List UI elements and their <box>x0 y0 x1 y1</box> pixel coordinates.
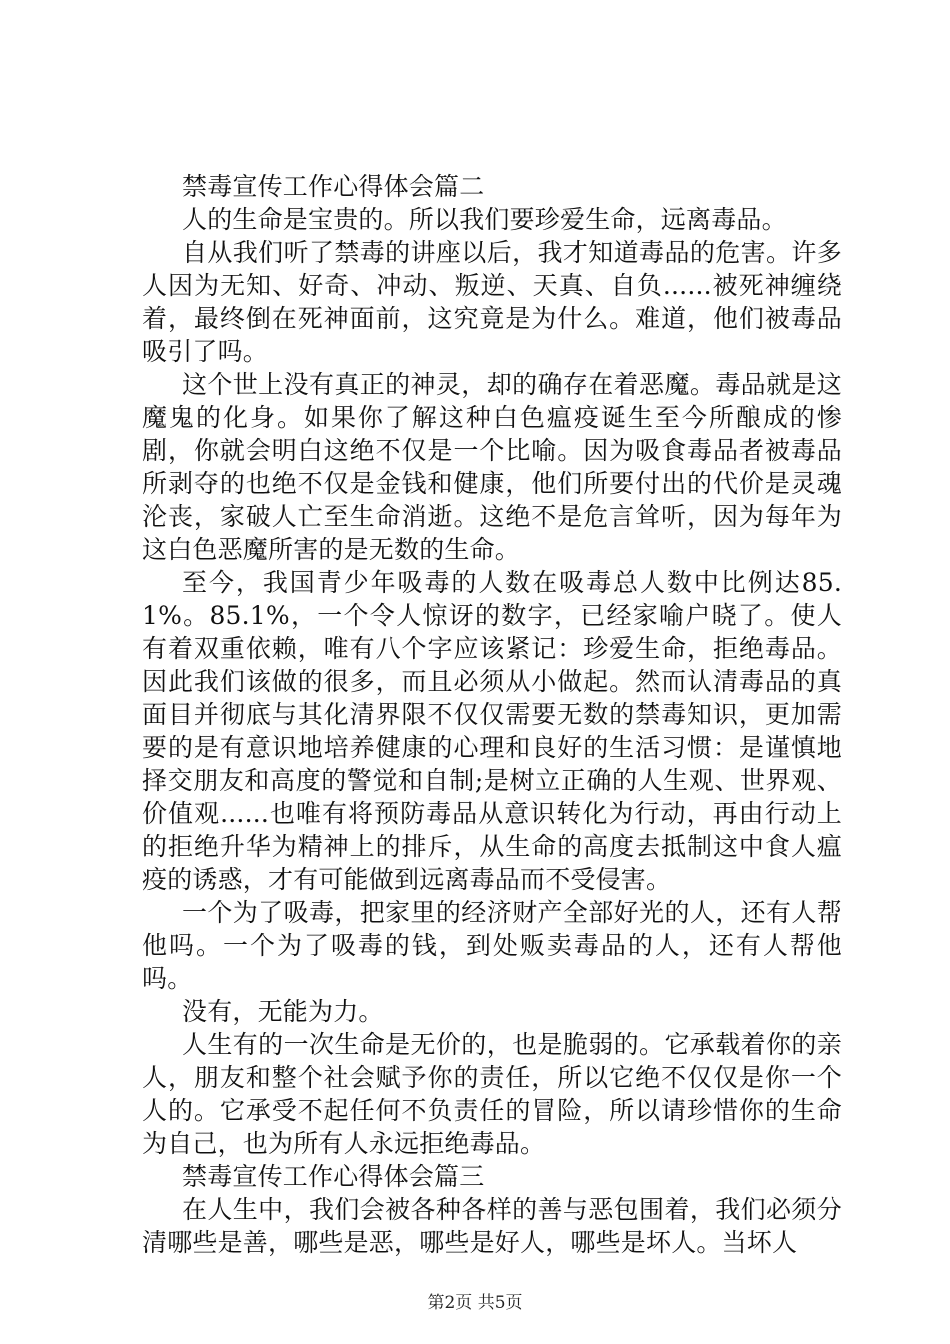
paragraph: 人生有的一次生命是无价的，也是脆弱的。它承载着你的亲人，朋友和整个社会赋予你的责任，所以它绝不仅仅是你一个人的。它承受不起任何不负责任的冒险，所以请珍惜你的生命为自己，也为所有人永远拒绝毒品。 <box>142 1030 842 1158</box>
page-footer: 第2页 共5页 <box>427 1293 523 1313</box>
paragraph: 在人生中，我们会被各种各样的善与恶包围着，我们必须分清哪些是善，哪些是恶，哪些是好人，哪些是坏人。当坏人 <box>142 1195 842 1257</box>
section-heading-3: 禁毒宣传工作心得体会篇三 <box>182 1162 485 1191</box>
section-heading-2: 禁毒宣传工作心得体会篇二 <box>182 172 485 201</box>
paragraph: 人的生命是宝贵的。所以我们要珍爱生命，远离毒品。 <box>182 205 787 234</box>
paragraph: 没有，无能为力。 <box>182 997 384 1026</box>
paragraph: 一个为了吸毒，把家里的经济财产全部好光的人，还有人帮他吗。一个为了吸毒的钱，到处贩卖毒品的人，还有人帮他吗。 <box>142 898 842 993</box>
document-body <box>142 170 842 1259</box>
paragraph: 这个世上没有真正的神灵，却的确存在着恶魔。毒品就是这魔鬼的化身。如果你了解这种白色瘟疫诞生至今所酿成的惨剧，你就会明白这绝不仅是一个比喻。因为吸食毒品者被毒品所剥夺的也绝不仅是金钱和健康，他们所要付出的代价是灵魂沦丧，家破人亡至生命消逝。这绝不是危言耸听，因为每年为这白色恶魔所害的是无数的生命。 <box>142 370 842 564</box>
paragraph: 至今，我国青少年吸毒的人数在吸毒总人数中比例达85.1%。85.1%，一个令人惊讶的数字，已经家喻户晓了。使人有着双重依赖，唯有八个字应该紧记：珍爱生命，拒绝毒品。因此我们该做的很多，而且必须从小做起。然而认清毒品的真面目并彻底与其化清界限不仅仅需要无数的禁毒知识，更加需要的是有意识地培养健康的心理和良好的生活习惯：是谨慎地择交朋友和高度的警觉和自制;是树立正确的人生观、世界观、价值观......也唯有将预防毒品从意识转化为行动，再由行动上的拒绝升华为精神上的排斥，从生命的高度去抵制这中食人瘟疫的诱惑，才有可能做到远离毒品而不受侵害。 <box>142 568 842 894</box>
paragraph: 自从我们听了禁毒的讲座以后，我才知道毒品的危害。许多人因为无知、好奇、冲动、叛逆、天真、自负......被死神缠绕着，最终倒在死神面前，这究竟是为什么。难道，他们被毒品吸引了吗。 <box>142 238 842 366</box>
